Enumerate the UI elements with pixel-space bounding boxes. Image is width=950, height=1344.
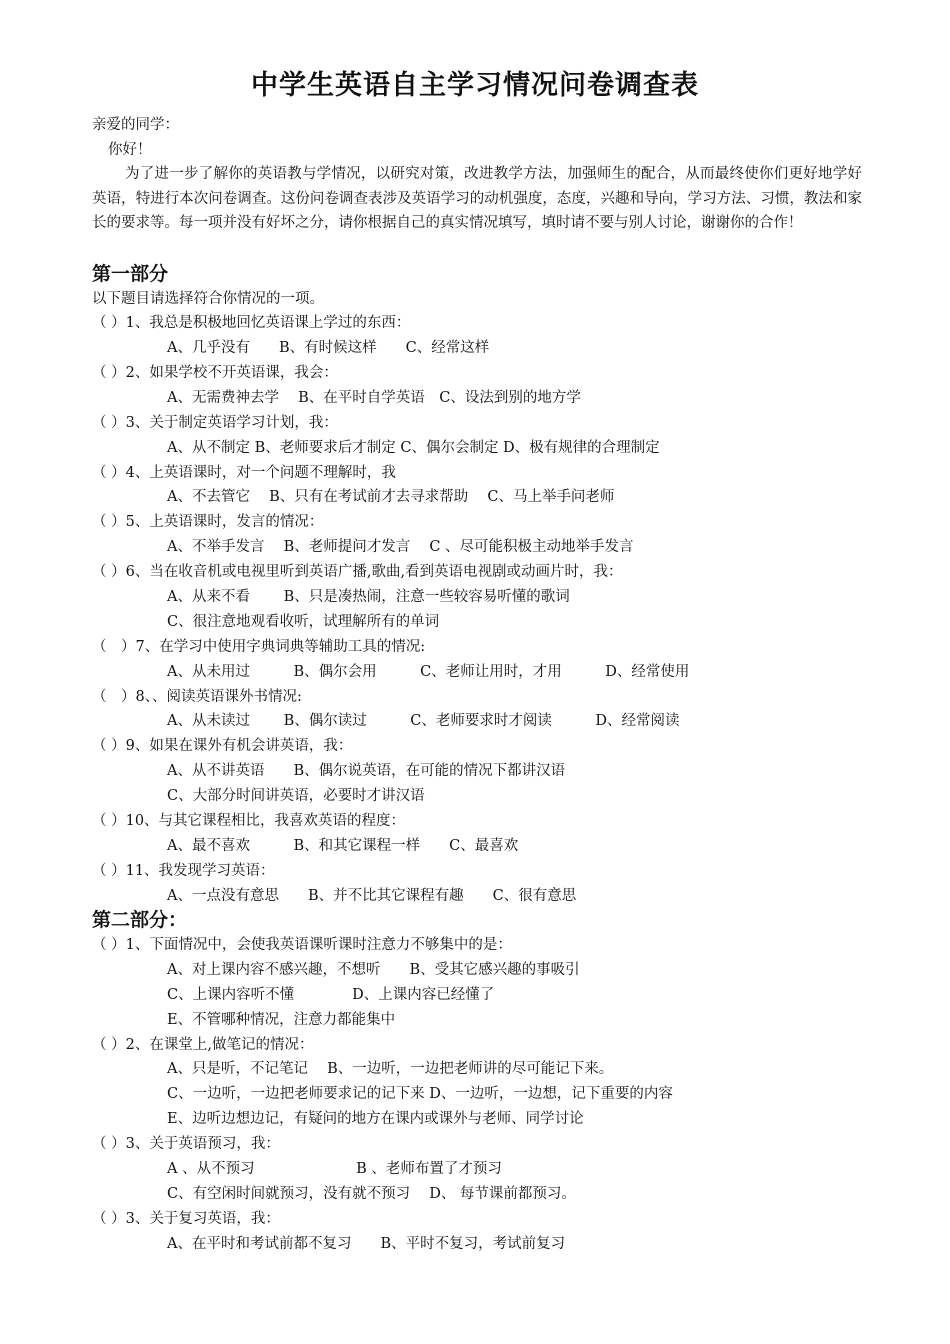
page-title: 中学生英语自主学习情况问卷调查表 <box>251 70 699 101</box>
part1-instruction: 以下题目请选择符合你情况的一项。 <box>92 291 324 307</box>
question-options: A、不去管它 B、只有在考试前才去寻求帮助 C、马上举手问老师 <box>167 489 615 505</box>
question-options: A、对上课内容不感兴趣，不想听 B、受其它感兴趣的事吸引 <box>167 962 580 978</box>
question-text: （ ）3、关于制定英语学习计划，我： <box>92 415 338 431</box>
question-options: A、几乎没有 B、有时候这样 C、经常这样 <box>167 340 490 356</box>
question-text: （ ）5、上英语课时，发言的情况： <box>92 514 324 530</box>
question-text: （ ）4、上英语课时，对一个问题不理解时，我 <box>92 465 396 481</box>
question-options: A、最不喜欢 B、和其它课程一样 C、最喜欢 <box>167 838 519 854</box>
question-text: （ ）6、当在收音机或电视里听到英语广播,歌曲,看到英语电视剧或动画片时，我： <box>92 564 623 580</box>
part2-heading: 第二部分： <box>92 909 188 931</box>
greeting: 亲爱的同学： <box>92 117 179 133</box>
question-options: A、从不讲英语 B、偶尔说英语，在可能的情况下都讲汉语 <box>167 763 566 779</box>
question-text: （ ）2、在课堂上,做笔记的情况： <box>92 1037 314 1053</box>
question-options: A、在平时和考试前都不复习 B、平时不复习，考试前复习 <box>167 1236 566 1252</box>
question-options: A、只是听，不记笔记 B、一边听，一边把老师讲的尽可能记下来。 <box>167 1061 614 1077</box>
question-options: A 、从不预习 B 、老师布置了才预习 <box>167 1161 502 1177</box>
question-text: （ ）8、、阅读英语课外书情况: <box>92 689 302 705</box>
question-options: C、有空闲时间就预习，没有就不预习 D、 每节课前都预习。 <box>167 1186 576 1202</box>
question-options: C、很注意地观看收听，试理解所有的单词 <box>167 614 440 630</box>
question-text: （ ）11、我发现学习英语： <box>92 863 275 879</box>
question-text: （ ）1、我总是积极地回忆英语课上学过的东西： <box>92 315 411 331</box>
question-options: C、大部分时间讲英语，必要时才讲汉语 <box>167 788 425 804</box>
question-options: A、从未读过 B、偶尔读过 C、老师要求时才阅读 D、经常阅读 <box>167 713 680 729</box>
hello: 你好！ <box>108 142 152 158</box>
question-options: A、无需费神去学 B、在平时自学英语 C、设法到别的地方学 <box>167 390 581 406</box>
question-options: E、不管哪种情况，注意力都能集中 <box>167 1012 396 1028</box>
question-options: E、边听边想边记，有疑问的地方在课内或课外与老师、同学讨论 <box>167 1111 584 1127</box>
question-options: C、上课内容听不懂 D、上课内容已经懂了 <box>167 987 495 1003</box>
question-text: （ ）3、关于英语预习，我： <box>92 1136 280 1152</box>
part1-heading: 第一部分 <box>92 263 169 285</box>
question-options: A、从未用过 B、偶尔会用 C、老师让用时，才用 D、经常使用 <box>167 664 690 680</box>
question-options: C、一边听，一边把老师要求记的记下来 D、一边听，一边想，记下重要的内容 <box>167 1086 673 1102</box>
question-text: （ ）2、如果学校不开英语课，我会： <box>92 365 338 381</box>
question-options: A、从不制定 B、老师要求后才制定 C、偶尔会制定 D、极有规律的合理制定 <box>167 440 660 456</box>
question-text: （ ）7、在学习中使用字典词典等辅助工具的情况: <box>92 639 426 655</box>
question-options: A、一点没有意思 B、并不比其它课程有趣 C、很有意思 <box>167 888 577 904</box>
question-text: （ ）1、下面情况中，会使我英语课听课时注意力不够集中的是： <box>92 937 512 953</box>
question-options: A、从来不看 B、只是凑热闹，注意一些较容易听懂的歌词 <box>167 589 570 605</box>
question-options: A、不举手发言 B、老师提问才发言 C 、尽可能积极主动地举手发言 <box>167 539 634 555</box>
intro-paragraph: 为了进一步了解你的英语教与学情况，以研究对策，改进教学方法，加强师生的配合，从而最终使你们更好地学好英语，特进行本次问卷调查。这份问卷调查表涉及英语学习的动机强度，态度，兴趣和导向，学习方法、习惯，教法和家长的要求等。每一项并没有好坏之分，请你根据自己的真实情况填写，填时请不要与别人讨论，谢谢你的合作！ <box>92 166 862 232</box>
question-text: （ ）3、关于复习英语，我： <box>92 1211 280 1227</box>
question-text: （ ）9、如果在课外有机会讲英语，我： <box>92 738 353 754</box>
question-text: （ ）10、与其它课程相比，我喜欢英语的程度： <box>92 813 406 829</box>
